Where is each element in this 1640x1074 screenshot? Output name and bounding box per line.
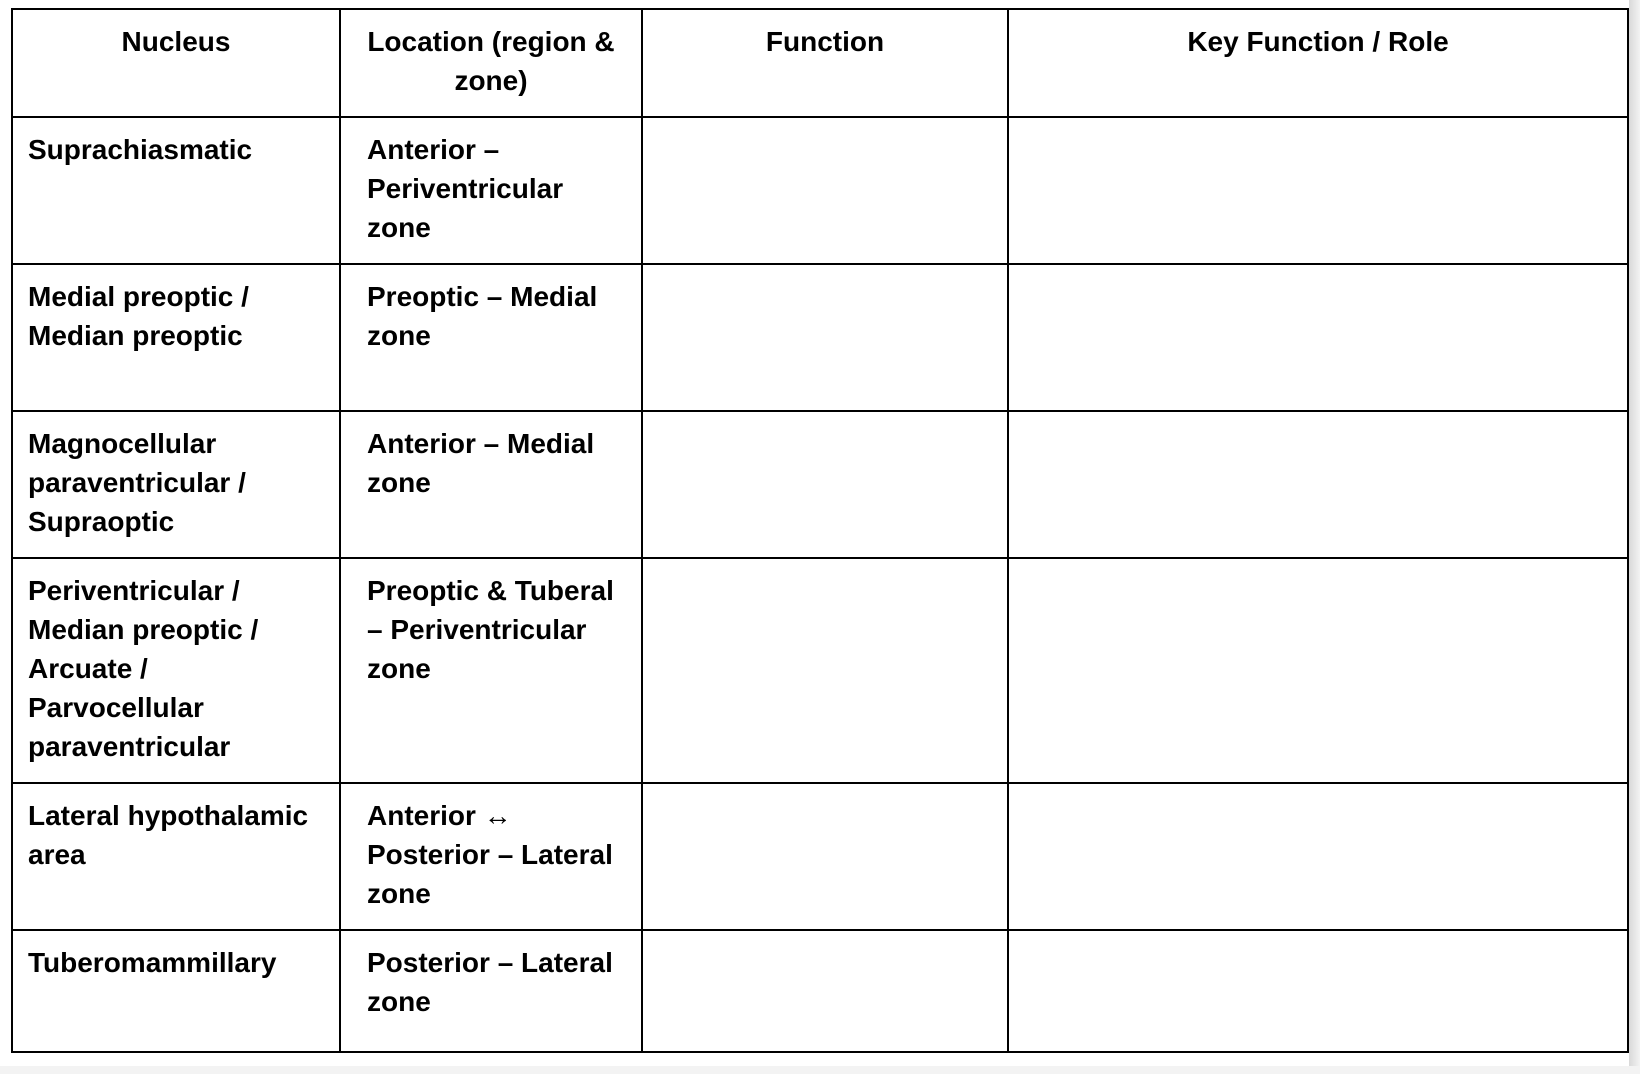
function-cell[interactable] [642, 117, 1008, 264]
location-cell: Preoptic & Tuberal – Periventricular zone [340, 558, 642, 783]
function-cell[interactable] [642, 411, 1008, 558]
location-cell: Anterior – Periventricular zone [340, 117, 642, 264]
page-bottom-margin [0, 1066, 1640, 1074]
key-role-cell[interactable] [1008, 264, 1628, 411]
hypothalamic-nuclei-table [11, 8, 1629, 1053]
page-edge-shadow [1629, 0, 1640, 1074]
location-cell: Anterior ↔ Posterior – Lateral zone [340, 783, 642, 930]
nucleus-cell: Lateral hypothalamic area [12, 783, 340, 930]
header-row [12, 9, 1628, 117]
table-row [12, 783, 1628, 930]
nucleus-cell: Magnocellular paraventricular / Supraoptic [12, 411, 340, 558]
function-cell[interactable] [642, 930, 1008, 1052]
location-cell: Preoptic – Medial zone [340, 264, 642, 411]
header-key-role: Key Function / Role [1008, 9, 1628, 117]
function-cell[interactable] [642, 264, 1008, 411]
location-cell: Posterior – Lateral zone [340, 930, 642, 1052]
function-cell[interactable] [642, 558, 1008, 783]
nucleus-cell: Medial preoptic / Median preoptic [12, 264, 340, 411]
table-row [12, 558, 1628, 783]
key-role-cell[interactable] [1008, 117, 1628, 264]
header-nucleus: Nucleus [12, 9, 340, 117]
key-role-cell[interactable] [1008, 930, 1628, 1052]
table-row [12, 264, 1628, 411]
header-function: Function [642, 9, 1008, 117]
key-role-cell[interactable] [1008, 558, 1628, 783]
table-row [12, 117, 1628, 264]
nucleus-cell: Periventricular / Median preoptic / Arcuate / Parvocellular paraventricular [12, 558, 340, 783]
table-row [12, 411, 1628, 558]
header-location: Location (region & zone) [340, 9, 642, 117]
function-cell[interactable] [642, 783, 1008, 930]
table-row [12, 930, 1628, 1052]
nucleus-cell: Tuberomammillary [12, 930, 340, 1052]
location-cell: Anterior – Medial zone [340, 411, 642, 558]
key-role-cell[interactable] [1008, 411, 1628, 558]
key-role-cell[interactable] [1008, 783, 1628, 930]
nucleus-cell: Suprachiasmatic [12, 117, 340, 264]
